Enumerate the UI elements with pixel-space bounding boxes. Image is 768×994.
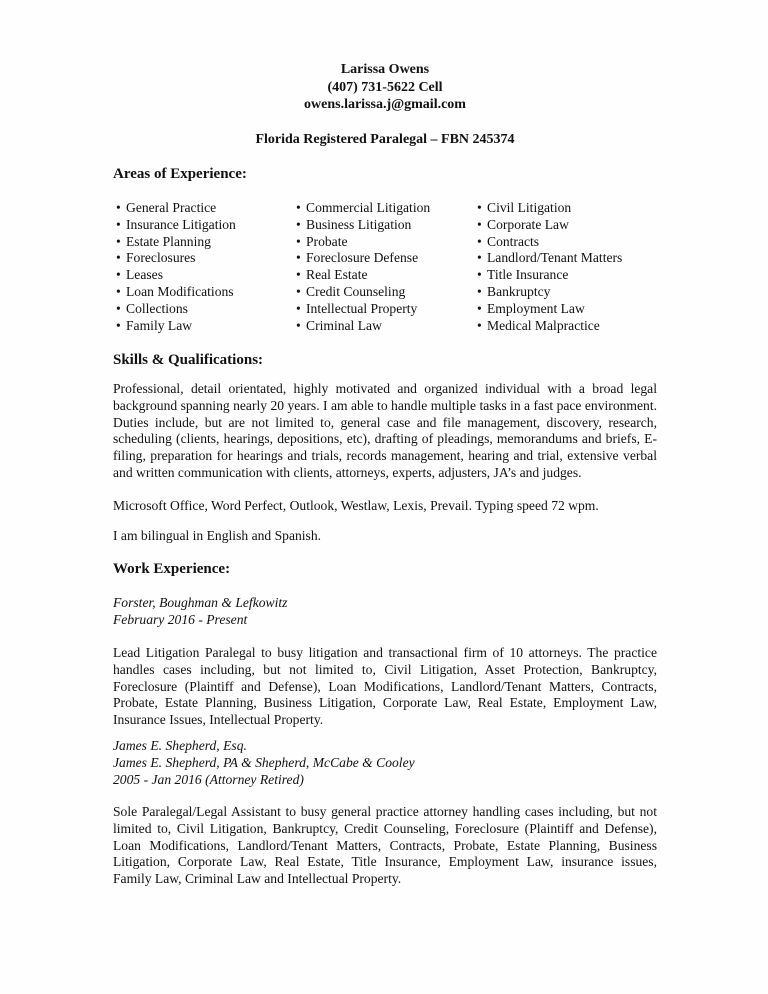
- area-item: • Title Insurance: [478, 267, 622, 284]
- employer-line: James E. Shepherd, PA & Shepherd, McCabe & Cooley: [113, 754, 415, 770]
- area-item: • Landlord/Tenant Matters: [478, 250, 622, 267]
- skills-summary: [113, 381, 657, 482]
- paragraph-line: filing, preparation for hearings and trials, records management, hearing and trial, extensive verbal: [113, 448, 657, 464]
- paragraph-line: Loan Modifications, Landlord/Tenant Matters, Contracts, Probate, Estate Planning, Business: [113, 837, 657, 853]
- job-2-description: [113, 804, 657, 888]
- job-2-employer: [113, 738, 415, 788]
- area-item: • Criminal Law: [297, 318, 430, 335]
- candidate-name: Larissa Owens: [340, 62, 430, 77]
- email: owens.larissa.j@gmail.com: [304, 97, 466, 112]
- areas-column-2: [297, 200, 430, 334]
- work-heading: Work Experience:: [113, 561, 231, 577]
- area-item: • Civil Litigation: [478, 200, 622, 217]
- paragraph-line: Duties include, but are not limited to, general case and file management, discovery, research,: [113, 414, 657, 430]
- paragraph-line: Insurance Issues, Intellectual Property.: [113, 712, 324, 728]
- employer-line: February 2016 - Present: [113, 611, 248, 627]
- skills-heading: Skills & Qualifications:: [113, 352, 264, 368]
- credential: Florida Registered Paralegal – FBN 245374: [255, 131, 515, 147]
- area-item: • Bankruptcy: [478, 284, 622, 301]
- paragraph-line: Family Law, Criminal Law and Intellectual Property.: [113, 871, 402, 887]
- area-item: • General Practice: [117, 200, 236, 217]
- paragraph-line: Professional, detail orientated, highly motivated and organized individual with a broad legal: [113, 381, 657, 396]
- paragraph-line: and written communication with clients, attorneys, experts, adjusters, JA’s and judges.: [113, 464, 582, 480]
- paragraph-line: handles cases including, but not limited to, Civil Litigation, Asset Protection, Bankruptcy,: [113, 661, 657, 677]
- area-item: • Foreclosures: [117, 250, 236, 267]
- area-item: • Employment Law: [478, 301, 622, 318]
- area-item: • Probate: [297, 234, 430, 251]
- area-item: • Real Estate: [297, 267, 430, 284]
- software-skills: Microsoft Office, Word Perfect, Outlook, Westlaw, Lexis, Prevail. Typing speed 72 wpm.: [113, 498, 599, 513]
- areas-column-3: [478, 200, 622, 334]
- area-item: • Family Law: [117, 318, 236, 335]
- paragraph-line: scheduling (clients, hearings, depositions, etc), drafting of pleadings, memorandums and briefs, E-: [113, 431, 657, 447]
- paragraph-line: Probate, Estate Planning, Business Litigation, Corporate Law, Real Estate, Employment Law,: [113, 695, 657, 711]
- area-item: • Estate Planning: [117, 234, 236, 251]
- area-item: • Loan Modifications: [117, 284, 236, 301]
- area-item: • Leases: [117, 267, 236, 284]
- paragraph-line: Sole Paralegal/Legal Assistant to busy general practice attorney handling cases including, but not: [113, 804, 657, 819]
- paragraph-line: limited to, Civil Litigation, Bankruptcy, Credit Counseling, Foreclosure (Plaintiff and Defense),: [113, 820, 657, 836]
- employer-line: James E. Shepherd, Esq.: [113, 738, 247, 753]
- area-item: • Foreclosure Defense: [297, 250, 430, 267]
- area-item: • Collections: [117, 301, 236, 318]
- employer-line: 2005 - Jan 2016 (Attorney Retired): [113, 771, 304, 787]
- areas-heading: Areas of Experience:: [113, 166, 247, 182]
- paragraph-line: Foreclosure (Plaintiff and Defense), Loan Modifications, Landlord/Tenant Matters, Contracts,: [113, 678, 657, 694]
- area-item: • Contracts: [478, 234, 622, 251]
- paragraph-line: background spanning nearly 20 years. I am able to handle multiple tasks in a fast pace environment.: [113, 397, 657, 413]
- job-1-description: [113, 645, 657, 729]
- paragraph-line: Lead Litigation Paralegal to busy litigation and transactional firm of 10 attorneys. The practice: [113, 645, 657, 660]
- phone: (407) 731-5622 Cell: [327, 79, 443, 95]
- area-item: • Insurance Litigation: [117, 217, 236, 234]
- area-item: • Corporate Law: [478, 217, 622, 234]
- employer-line: Forster, Boughman & Lefkowitz: [113, 595, 288, 610]
- job-1-employer: [113, 595, 287, 629]
- areas-column-1: [117, 200, 236, 334]
- area-item: • Business Litigation: [297, 217, 430, 234]
- paragraph-line: Litigation, Corporate Law, Real Estate, Title Insurance, Employment Law, insurance issues,: [113, 854, 657, 870]
- area-item: • Credit Counseling: [297, 284, 430, 301]
- area-item: • Commercial Litigation: [297, 200, 430, 217]
- languages: I am bilingual in English and Spanish.: [113, 528, 322, 543]
- area-item: • Medical Malpractice: [478, 318, 622, 335]
- area-item: • Intellectual Property: [297, 301, 430, 318]
- header: [0, 61, 768, 148]
